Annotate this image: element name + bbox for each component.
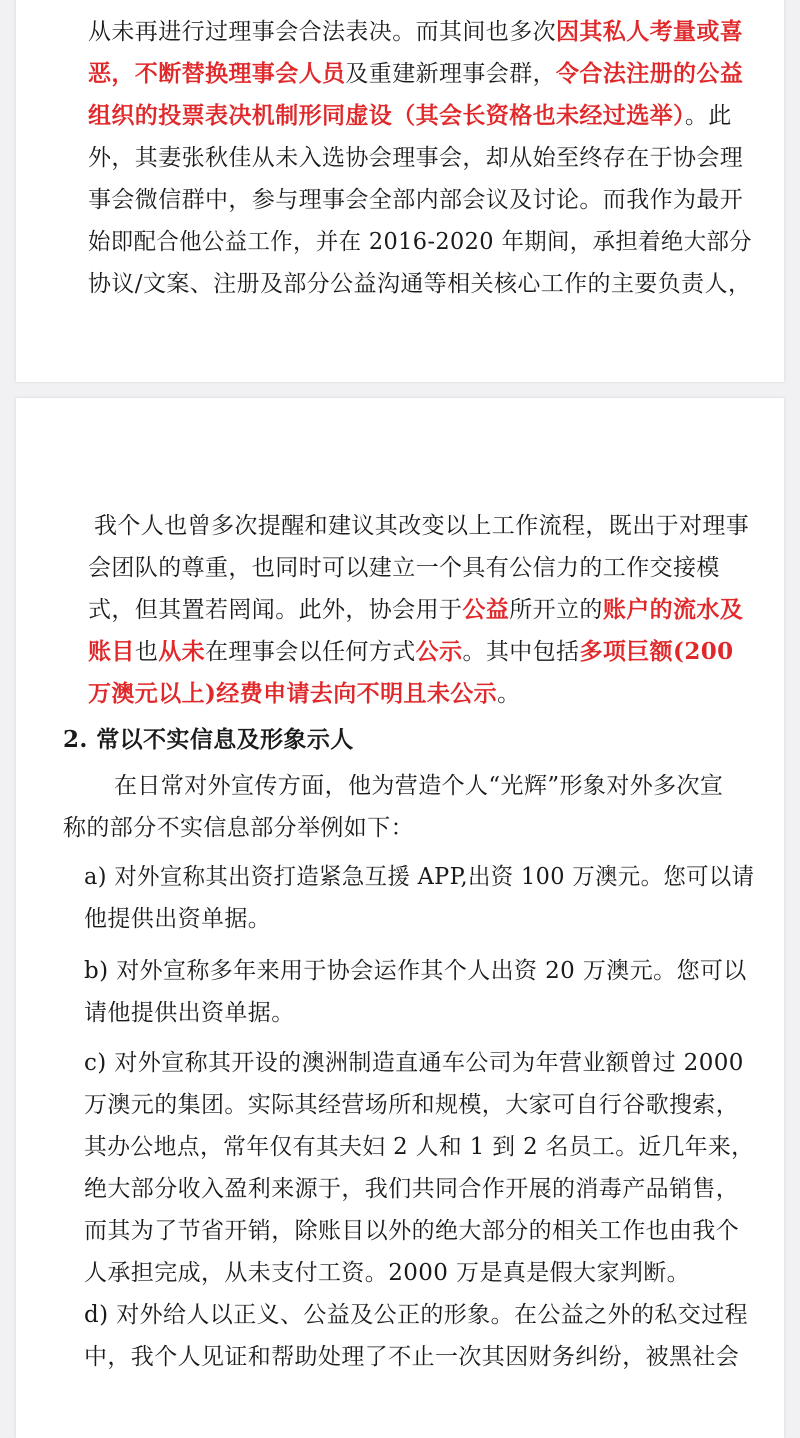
text-segment: 。此	[684, 103, 732, 129]
highlighted-text: 账户的流水及	[602, 596, 744, 623]
text-segment: 协议/文案、注册及部分公益沟通等相关核心工作的主要负责人，	[88, 271, 752, 297]
paragraph-line: 称的部分不实信息部分举例如下：	[63, 815, 414, 841]
document-page-1	[16, 0, 784, 382]
list-item-line: 中，我个人见证和帮助处理了不止一次其因财务纠纷，被黑社会	[84, 1344, 740, 1370]
text-segment: 式，但其置若罔闻。此外，协会用于	[88, 597, 463, 623]
text-segment: 从未再进行过理事会合法表决。而其间也多次	[88, 19, 556, 45]
text-segment: 我个人也曾多次提醒和建议其改变以上工作流程，既出于对理事	[94, 513, 750, 539]
text-segment: 。其中包括	[462, 639, 580, 665]
paragraph-line: 在日常对外宣传方面，他为营造个人“光辉”形象对外多次宣	[114, 773, 724, 799]
paragraph-line	[88, 595, 743, 625]
paragraph-line	[88, 143, 743, 173]
list-item-line: 绝大部分收入盈利来源于，我们共同合作开展的消毒产品销售，	[84, 1176, 740, 1202]
text-segment: 会团队的尊重，也同时可以建立一个具有公信力的工作交接模	[88, 555, 720, 581]
text-segment: 事会微信群中，参与理事会全部内部会议及讨论。而我作为最开	[88, 187, 744, 213]
list-item-line: 其办公地点，常年仅有其夫妇 2 人和 1 到 2 名员工。近几年来，	[84, 1134, 755, 1160]
list-item-line: 而其为了节省开销，除账目以外的绝大部分的相关工作也由我个	[84, 1218, 740, 1244]
document-page-2	[16, 398, 784, 1438]
highlighted-text: 账目	[88, 638, 135, 665]
text-segment: 外，其妻张秋佳从未入选协会理事会，却从始至终存在于协会理	[88, 145, 744, 171]
highlighted-text: 万澳元以上)经费申请去向不明且未公示	[88, 680, 498, 707]
list-item-line: 人承担完成，从未支付工资。2000 万是真是假大家判断。	[84, 1260, 691, 1286]
text-segment: 及重建新理事会群，	[345, 61, 557, 87]
highlighted-text: 从未	[158, 638, 206, 665]
highlighted-text: 公示	[415, 638, 463, 665]
paragraph-line	[88, 553, 720, 583]
list-item-line: d) 对外给人以正义、公益及公正的形象。在公益之外的私交过程	[84, 1302, 749, 1328]
text-segment: 也	[134, 639, 159, 665]
section-heading: 2. 常以不实信息及形象示人	[63, 726, 354, 753]
paragraph-line	[88, 679, 521, 709]
highlighted-text: 公益	[462, 596, 510, 623]
list-item-line: 万澳元的集团。实际其经营场所和规模，大家可自行谷歌搜索，	[84, 1092, 740, 1118]
text-segment: 始即配合他公益工作，并在 2016-2020 年期间，承担着绝大部分	[88, 229, 753, 255]
list-item-line: b) 对外宣称多年来用于协会运作其个人出资 20 万澳元。您可以	[84, 958, 747, 984]
paragraph-line	[88, 185, 743, 215]
highlighted-text: 令合法注册的公益	[556, 60, 744, 87]
list-item-line: c) 对外宣称其开设的澳洲制造直通车公司为年营业额曾过 2000	[84, 1050, 744, 1076]
highlighted-text: 组织的投票表决机制形同虚设（其会长资格也未经过选举）	[88, 102, 685, 129]
highlighted-text: 恶，不断替换理事会人员	[88, 60, 346, 87]
highlighted-text: 多项巨额(200	[579, 638, 734, 665]
text-segment: 所开立的	[509, 597, 603, 623]
paragraph-line	[88, 101, 732, 131]
paragraph-line	[88, 269, 751, 299]
list-item-line: 他提供出资单据。	[84, 906, 272, 932]
paragraph-line	[88, 17, 743, 47]
list-item-line: a) 对外宣称其出资打造紧急互援 APP,出资 100 万澳元。您可以请	[84, 864, 755, 890]
paragraph-line	[88, 227, 752, 257]
text-segment: 。	[497, 681, 521, 707]
text-segment: 在理事会以任何方式	[205, 639, 416, 665]
paragraph-line	[88, 59, 743, 89]
paragraph-line	[94, 511, 749, 541]
paragraph-line	[88, 637, 734, 667]
highlighted-text: 因其私人考量或喜	[556, 18, 744, 45]
list-item-line: 请他提供出资单据。	[84, 1000, 295, 1026]
